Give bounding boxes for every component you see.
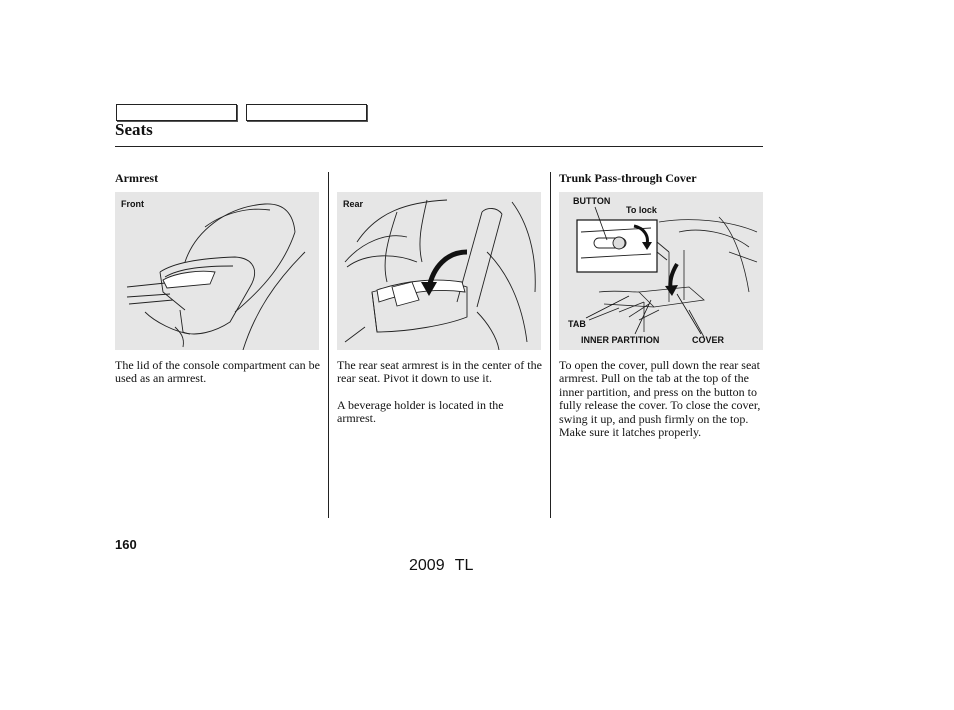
trunk-cover-text bbox=[559, 359, 764, 439]
armrest-heading: Armrest bbox=[115, 171, 159, 185]
to-lock-label: To lock bbox=[626, 205, 657, 215]
rear-label: Rear bbox=[343, 199, 364, 209]
rear-armrest-paragraph-2: A beverage holder is located in the armrest. bbox=[337, 397, 504, 426]
tab-label: TAB bbox=[568, 319, 586, 329]
armrest-paragraph: The lid of the console compartment can be used as an armrest. bbox=[115, 358, 320, 386]
rear-armrest-text bbox=[337, 359, 542, 426]
armrest-text bbox=[115, 359, 320, 386]
column-divider-2 bbox=[550, 172, 551, 518]
button-label: BUTTON bbox=[573, 196, 611, 206]
rear-armrest-illustration bbox=[337, 192, 541, 350]
column-divider-1 bbox=[328, 172, 329, 518]
nav-button-next[interactable] bbox=[246, 104, 367, 121]
nav-button-previous[interactable] bbox=[116, 104, 237, 121]
rear-armrest-paragraph-1: The rear seat armrest is in the center of the rear seat. Pivot it down to use it. bbox=[337, 358, 542, 386]
inner-partition-label: INNER PARTITION bbox=[581, 335, 660, 345]
cover-label: COVER bbox=[692, 335, 725, 345]
front-label: Front bbox=[121, 199, 144, 209]
front-armrest-illustration bbox=[115, 192, 319, 350]
trunk-cover-illustration bbox=[559, 192, 763, 350]
trunk-cover-heading: Trunk Pass-through Cover bbox=[559, 171, 697, 185]
title-divider bbox=[115, 146, 763, 147]
trunk-cover-paragraph: To open the cover, pull down the rear seat armrest. Pull on the tab at the top of the inner partition, and press on the button to fully release the cover. To close the cover, swing it up, and push firmly on the top. Make sure it latches properly. bbox=[559, 358, 761, 440]
model-footer: 2009 TL bbox=[409, 557, 474, 574]
trunk-cover-figure bbox=[559, 192, 763, 350]
page-number: 160 bbox=[115, 537, 137, 552]
front-armrest-figure bbox=[115, 192, 319, 350]
page-title: Seats bbox=[115, 120, 153, 139]
rear-armrest-figure bbox=[337, 192, 541, 350]
